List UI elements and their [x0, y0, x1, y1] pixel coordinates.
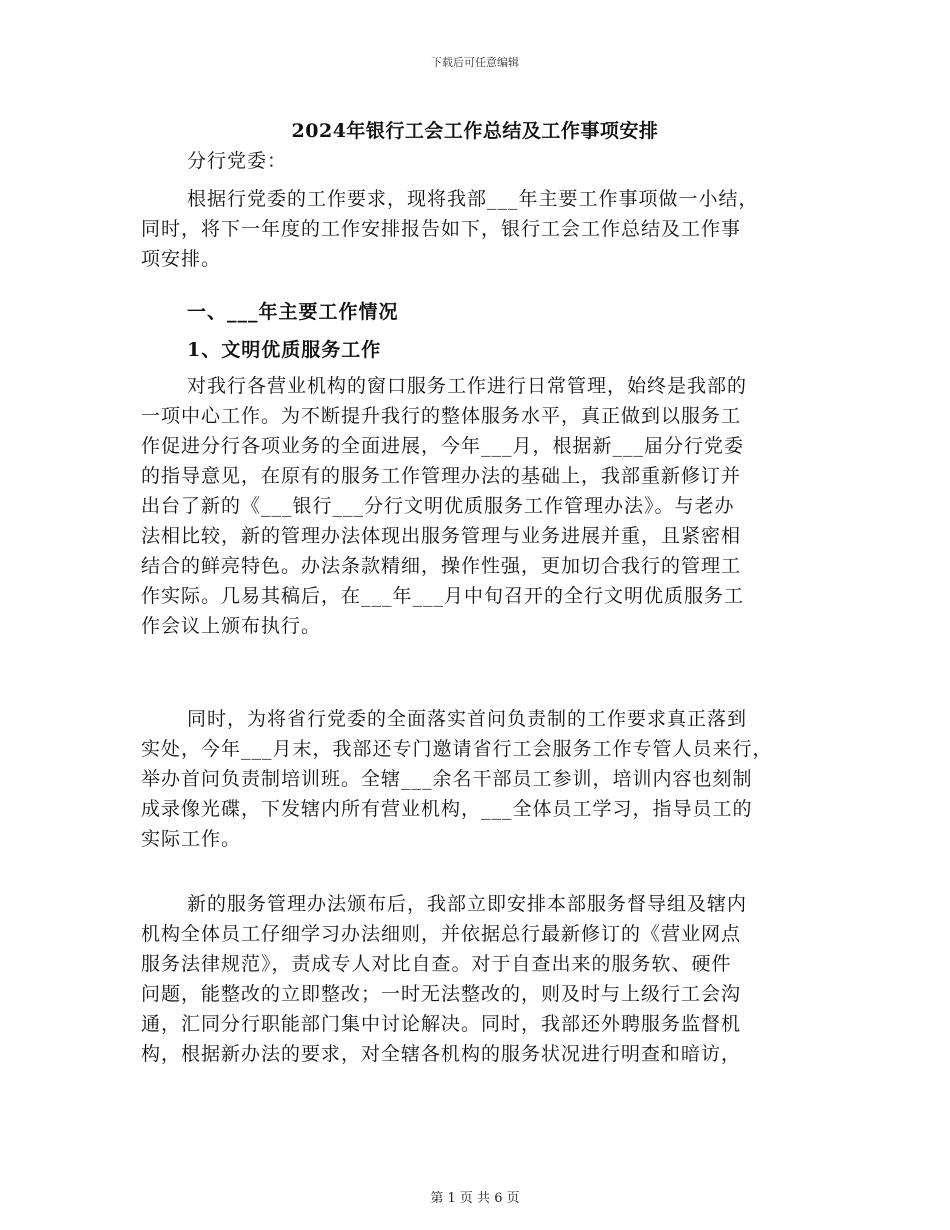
text-line: 实际工作。 — [141, 828, 242, 850]
text-line: 成录像光碟，下发辖内所有营业机构，___全体员工学习，指导员工的 — [141, 798, 753, 820]
text-line: 构，根据新办法的要求，对全辖各机构的服务状况进行明查和暗访， — [141, 1043, 742, 1065]
text-line: 通，汇同分行职能部门集中讨论解决。同时，我部还外聘服务监督机 — [141, 1013, 742, 1035]
text-line: 作实际。几易其稿后，在___年___月中旬召开的全行文明优质服务工 — [141, 585, 745, 607]
paragraph — [141, 297, 809, 327]
text-line: 举办首问负责制培训班。全辖___余名干部员工参训，培训内容也刻制 — [141, 768, 753, 790]
section-heading: 1、文明优质服务工作 — [187, 339, 382, 361]
text-line: 机构全体员工仔细学习办法细则，并依据总行最新修订的《营业网点 — [141, 923, 742, 945]
text-line: 法相比较，新的管理办法体现出服务管理与业务进展并重，且紧密相 — [141, 525, 742, 547]
text-line: 分行党委： — [187, 150, 288, 172]
text-line: 同时，将下一年度的工作安排报告如下，银行工会工作总结及工作事 — [141, 218, 742, 240]
section-heading: 一、___年主要工作情况 — [187, 301, 399, 323]
text-line: 作会议上颁布执行。 — [141, 615, 322, 637]
paragraph — [141, 371, 809, 641]
document-title: 2024年银行工会工作总结及工作事项安排 — [291, 120, 659, 142]
paragraph — [141, 889, 809, 1069]
text-line: 根据行党委的工作要求，现将我部___年主要工作事项做一小结， — [187, 188, 759, 210]
paragraph — [141, 704, 809, 854]
paragraph — [141, 335, 809, 365]
text-line: 的指导意见，在原有的服务工作管理办法的基础上，我部重新修订并 — [141, 465, 742, 487]
paragraph — [141, 146, 809, 176]
page-number: 第 1 页 共 6 页 — [430, 1191, 520, 1206]
text-line: 项安排。 — [141, 248, 222, 270]
text-line: 服务法律规范》，责成专人对比自查。对于自查出来的服务软、硬件 — [141, 953, 732, 975]
text-line: 对我行各营业机构的窗口服务工作进行日常管理，始终是我部的 — [187, 375, 748, 397]
text-line: 新的服务管理办法颁布后，我部立即安排本部服务督导组及辖内 — [187, 893, 748, 915]
page-header-note: 下载后可任意编辑 — [431, 56, 519, 69]
text-line: 实处，今年___月末，我部还专门邀请省行工会服务工作专管人员来行， — [141, 738, 773, 760]
text-line: 出台了新的《___银行___分行文明优质服务工作管理办法》。与老办 — [141, 495, 735, 517]
text-line: 一项中心工作。为不断提升我行的整体服务水平，真正做到以服务工 — [141, 405, 742, 427]
text-line: 作促进分行各项业务的全面进展，今年___月，根据新___届分行党委 — [141, 435, 745, 457]
text-line: 问题，能整改的立即整改；一时无法整改的，则及时与上级行工会沟 — [141, 983, 742, 1005]
paragraph — [141, 184, 809, 274]
text-line: 同时，为将省行党委的全面落实首问负责制的工作要求真正落到 — [187, 708, 748, 730]
text-line: 结合的鲜亮特色。办法条款精细，操作性强，更加切合我行的管理工 — [141, 555, 742, 577]
